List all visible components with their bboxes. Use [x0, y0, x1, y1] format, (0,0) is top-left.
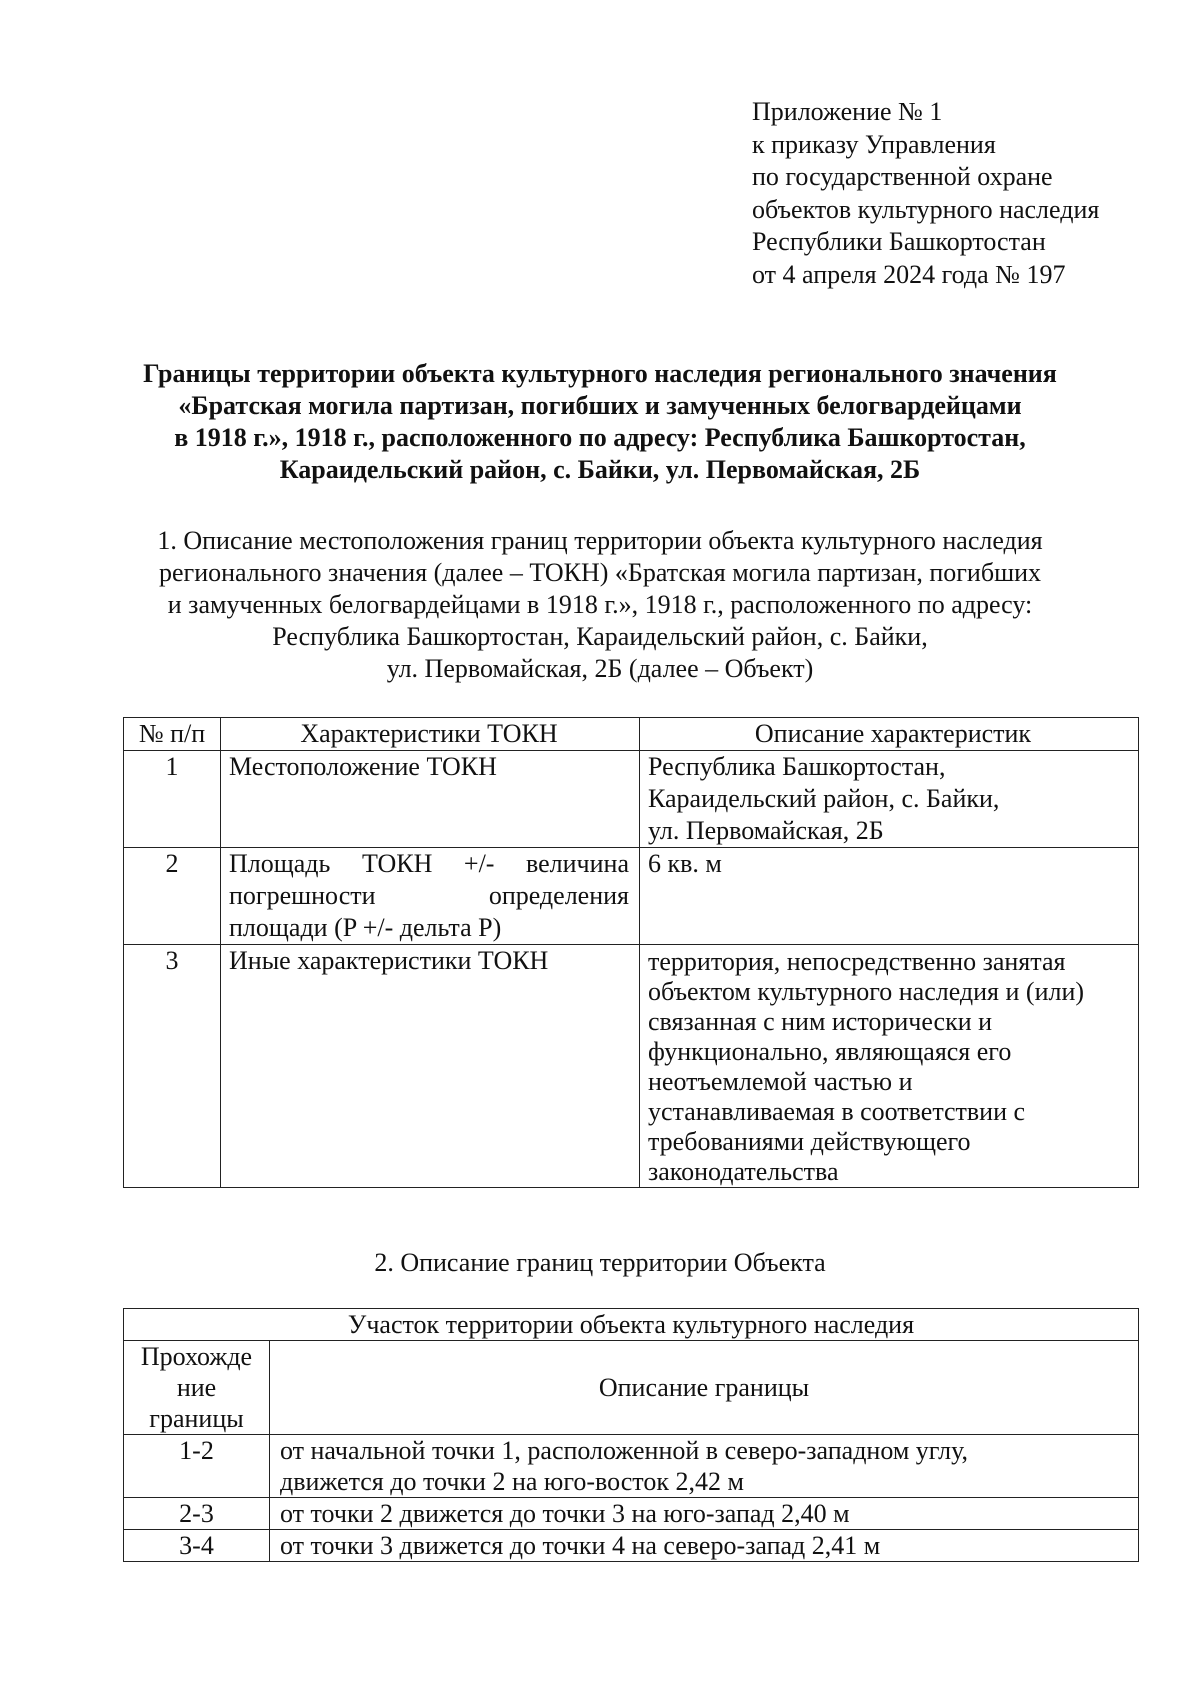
appendix-line: Приложение № 1 [752, 97, 943, 126]
description-line: Республика Башкортостан, [648, 752, 946, 781]
description-line: устанавливаемая в соответствии с [648, 1097, 1026, 1126]
row-number: 1 [124, 751, 221, 848]
header-characteristics: Характеристики ТОКН [221, 718, 640, 751]
appendix-line: Республики Башкортостан [752, 227, 1046, 256]
section1-line: Республика Башкортостан, Караидельский район, с. Байки, [272, 622, 928, 651]
appendix-line: объектов культурного наследия [752, 194, 1100, 224]
characteristic-line: Площадь ТОКН +/- величина [229, 849, 629, 878]
table-row [124, 751, 1139, 848]
title-line: Границы территории объекта культурного наследия регионального значения [143, 359, 1057, 388]
row-description [640, 945, 1139, 1188]
characteristic-line: погрешности определения [229, 881, 629, 910]
characteristics-table [123, 717, 1139, 1188]
table-row [124, 1435, 1139, 1498]
segment-description [270, 1435, 1139, 1498]
header-boundary-description: Описание границы [270, 1341, 1139, 1435]
header-segment-line: границы [149, 1404, 244, 1433]
segment-label: 2-3 [124, 1498, 270, 1530]
description-line: территория, непосредственно занятая [648, 947, 1066, 976]
segment-label: 3-4 [124, 1530, 270, 1562]
appendix-line: к приказу Управления [752, 129, 996, 159]
table-row [124, 945, 1139, 1188]
segment-description: от точки 3 движется до точки 4 на северо-запад 2,41 м [270, 1530, 1139, 1562]
description-line: связанная с ним исторически и [648, 1007, 993, 1036]
segment-label: 1-2 [124, 1435, 270, 1498]
description-line: ул. Первомайская, 2Б [648, 816, 884, 845]
row-number: 2 [124, 848, 221, 945]
characteristic-line: площади (P +/- дельта P) [229, 913, 502, 942]
row-characteristic: Иные характеристики ТОКН [221, 945, 640, 1188]
table-caption-row [124, 1309, 1139, 1341]
description-line: функционально, являющаяся его [648, 1037, 1012, 1066]
segment-description-line: от начальной точки 1, расположенной в северо-западном углу, [280, 1436, 969, 1465]
segment-description-line: движется до точки 2 на юго-восток 2,42 м [280, 1467, 744, 1496]
description-line: Караидельский район, с. Байки, [648, 784, 1000, 813]
boundary-table [123, 1308, 1139, 1562]
table-caption: Участок территории объекта культурного наследия [124, 1309, 1139, 1341]
section1-line: и замученных белогвардейцами в 1918 г.», 1918 г., расположенного по адресу: [167, 590, 1033, 619]
section1-line: ул. Первомайская, 2Б (далее – Объект) [386, 654, 814, 683]
document-title [60, 358, 1140, 486]
title-line: «Братская могила партизан, погибших и замученных белогвардейцами [178, 391, 1022, 420]
header-segment-line: ние [176, 1373, 217, 1402]
section2-heading: 2. Описание границ территории Объекта [374, 1248, 826, 1277]
row-number: 3 [124, 945, 221, 1188]
section1-line: 1. Описание местоположения границ территории объекта культурного наследия [157, 526, 1043, 555]
description-line: требованиями действующего [648, 1127, 971, 1156]
table-header-row [124, 718, 1139, 751]
table-header-row [124, 1341, 1139, 1435]
appendix-line: по государственной охране [752, 162, 1053, 191]
row-characteristic: Местоположение ТОКН [221, 751, 640, 848]
title-line: Караидельский район, с. Байки, ул. Первомайская, 2Б [279, 455, 921, 484]
title-line: в 1918 г.», 1918 г., расположенного по адресу: Республика Башкортостан, [174, 423, 1026, 452]
header-number: № п/п [124, 718, 221, 751]
header-description: Описание характеристик [640, 718, 1139, 751]
segment-description: от точки 2 движется до точки 3 на юго-запад 2,40 м [270, 1498, 1139, 1530]
section1-line: регионального значения (далее – ТОКН) «Братская могила партизан, погибших [158, 558, 1042, 587]
row-description [640, 751, 1139, 848]
table-row [124, 1498, 1139, 1530]
header-segment-line: Прохожде [140, 1342, 253, 1371]
row-description: 6 кв. м [640, 848, 1139, 945]
table-row [124, 1530, 1139, 1562]
description-line: объектом культурного наследия и (или) [648, 977, 1085, 1006]
description-line: законодательства [648, 1157, 839, 1186]
description-line: неотъемлемой частью и [648, 1067, 913, 1096]
header-segment [124, 1341, 270, 1435]
row-characteristic [221, 848, 640, 945]
appendix-line: от 4 апреля 2024 года № 197 [752, 259, 1066, 289]
appendix-block [752, 96, 1182, 291]
table-row [124, 848, 1139, 945]
section1-description [60, 525, 1140, 685]
